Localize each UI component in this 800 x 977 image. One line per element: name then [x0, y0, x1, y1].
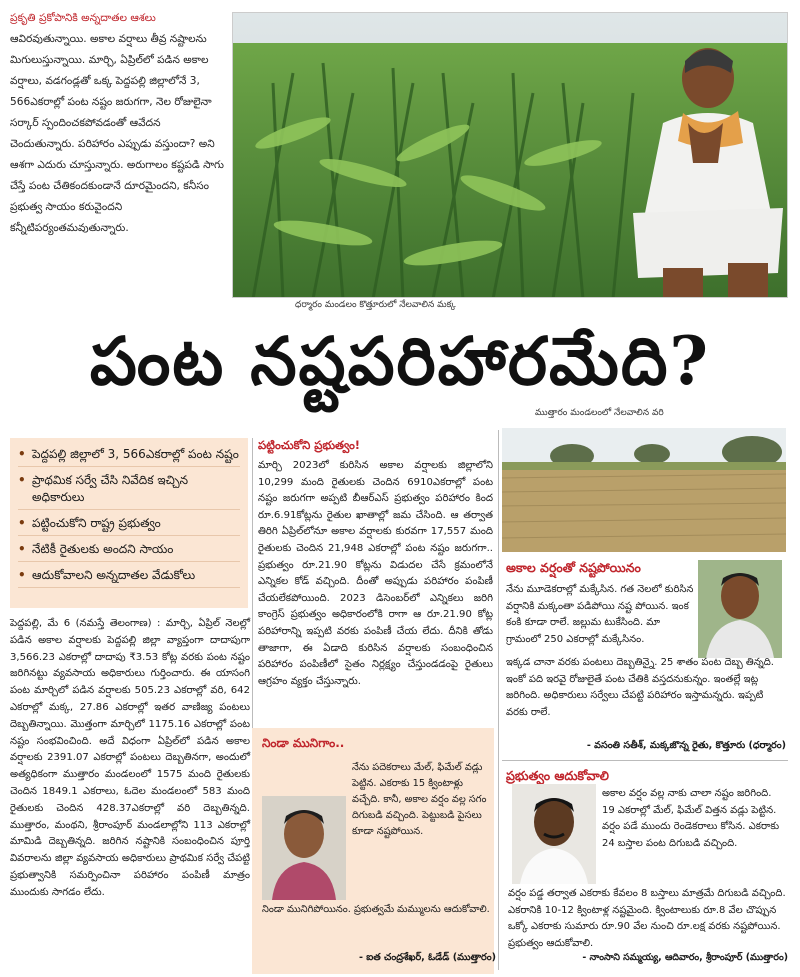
- highlight-item: • ప్రాథమిక సర్వే చేసి నివేదిక ఇచ్చిన అధికారులు: [18, 472, 240, 510]
- quote-text-cont: నిండా మునిగిపోయినం. ప్రభుత్వమే మమ్ములను ఆదుకోవాలి.: [262, 904, 490, 915]
- intro-paragraph: [8, 8, 226, 308]
- article-body-column-1: పెద్దపల్లి, మే 6 (నమస్తే తెలంగాణ) : మార్చి, ఏప్రిల్ నెలల్లో పడిన అకాల వర్షాలకు పెద్దపల్లి జిల్లా వ్యాప్తంగా దాదాపుగా 3,566.23 ఎకరాల్లో దాదాపు ₹3.53 కోట్ల వరకు పంట నష్టం జరిగినట్టు వ్యవసాయ అధికారులు గుర్తించారు. ఈ యాసంగి పంట మార్చిలో పడిన వర్షాలకు 505.23 ఎకరాల్లో వరి, 642 ఎకరాల్లో మక్క, 27.86 ఎకరాల్లో ఇతర వాణిజ్య పంటలు దెబ్బతిన్నాయి. మొత్తంగా మార్చిలో 1175.16 ఎకరాల్లో పంట నష్టం సంభవించింది. అదే విధంగా ఏప్రిల్‌లో పడిన అకాల వర్షాలకు 2391.07 ఎకరాల్లో పంటలు దెబ్బతినగా, అందులో అత్యధికంగా ముత్తారం మండలంలో 1575 మంది రైతులకు చెందిన 1849.1 ఎకరాలు, ఓదెల మండలంలో 583 మంది రైతులకు చెందిన 428.37ఎకరాల్లో వరి దెబ్బతిన్నది. ముత్తారం, మంథని, శ్రీరాంపూర్ మండలాల్లోని 113 ఎకరాల్లో మామిడి దెబ్బతిన్నది. జరిగిన నష్టానికి సంబంధించిన పూర్తి వివరాలను జిల్లా వ్యవసాయ అధికారులు ప్రాథమిక సర్వే చేపట్టి ప్రభుత్వానికి సమర్పించినా పరిహారం పంపిణీ మాత్రం ముందుకు సాగడం లేదు.: [10, 618, 250, 898]
- highlights-list: [18, 446, 240, 588]
- column-divider: [252, 438, 253, 728]
- highlights-box: [10, 438, 248, 608]
- section-text-cont: వర్షం పడ్డ తర్వాత ఎకరాకు కేవలం 8 బస్తాలు మాత్రమే దిగుబడి వచ్చింది. ఎకరానికి 10-12 క్వింటాళ్ల నష్టమైంది. క్వింటాలుకు రూ.8 వేల చొప్పున ఒక్కో ఎకరాకు సుమారు రూ.90 వేల నుంచి రూ.లక్ష వరకు నష్టపోయిన. ప్రభుత్వం ఆదుకోవాలి.: [508, 888, 786, 949]
- section-heading-loss: అకాల వర్షంతో నష్టపోయినం: [506, 560, 641, 575]
- portrait-satish: [698, 560, 782, 658]
- highlight-item: • పట్టించుకోని రాష్ట్ర ప్రభుత్వం: [18, 515, 240, 536]
- portrait-chandrashekar: [262, 796, 346, 900]
- portrait-illustration: [698, 560, 782, 658]
- highlight-item: • నేటికీ రైతులకు అందని సాయం: [18, 541, 240, 562]
- section-signature: - నాంసాని సమ్మయ్య, ఆదివారం, శ్రీరాంపూర్ (ముత్తారం): [582, 952, 788, 963]
- portrait-sammayya: [512, 784, 596, 884]
- column-divider: [498, 430, 499, 970]
- section-heading-help: ప్రభుత్వం ఆదుకోవాలి: [506, 768, 609, 783]
- article-body-column-2: మార్చి 2023లో కురిసిన అకాల వర్షాలకు జిల్లాలోని 10,299 మంది రైతులకు చెందిన 6910ఎకరాల్లో పంట నష్టం జరుగగా అప్పటి బీఆర్‌ఎస్ ప్రభుత్వం పరిహారం కింద రూ.6.91కోట్లను రైతుల ఖాతాల్లో జమ చేసింది. ఆ తర్వాత తిరిగి ఏప్రిల్‌లోనూ అకాల వర్షాలకు కురవగా 17,557 మంది రైతులకు చెందిన 21,948 ఎకరాల్లో పంట నష్టం జరుగగా.. ప్రభుత్వం రూ.21.90 కోట్లను విడుదల చేసే క్రమంలోనే ఎన్నికల కోడ్ వచ్చింది. దీంతో అప్పుడు పరిహారం పంపిణీ చేయలేకపోయింది. 2023 డిసెంబర్‌లో ఎన్నికలు జరిగి కాంగ్రెస్ ప్రభుత్వం అధికారంలోకి రాగా ఆ రూ.21.90 కోట్ల పరిహారాన్ని ఇప్పటి వరకు పంపిణీ చేయ లేదు. దీనికి తోడు తాజాగా, ఈ ఏడాది కురిసిన వర్షాలకు సంబంధించిన పరిహారం పంపిణీలో సైతం నిర్లక్ష్యం చేస్తుండడంపై రైతులు ఆగ్రహం వ్యక్తం చేస్తున్నారు.: [258, 460, 493, 687]
- section-heading-govt: పట్టించుకోని ప్రభుత్వం!: [258, 438, 361, 452]
- section-signature: - వసంతి సతీశ్, మక్కజొన్న రైతు, కొత్తూరు (ధర్మారం): [586, 740, 786, 751]
- intro-text: ఆవిరవుతున్నాయి. అకాల వర్షాలు తీవ్ర నష్టాలను మిగులుస్తున్నాయి. మార్చి, ఏప్రిల్‌లో పడిన అకాల వర్షాలు, వడగండ్లతో ఒక్క పెద్దపల్లి జిల్లాలోనే 3, 566ఎకరాల్లో పంట నష్టం జరుగగా, నెల రోజులైనా సర్కార్ స్పందించకపోవడంతో ఆవేదన చెందుతున్నారు. పరిహారం ఎప్పుడు వస్తుందా? అని ఆశగా ఎదురు చూస్తున్నారు. అరుగాలం కష్టపడి సాగు చేస్తే పంట చేతికందకుండానే దూరమైందని, కనీసం ప్రభుత్వ సాయం కరువైందని కన్నీటిపర్యంతమవుతున్నారు.: [10, 33, 224, 234]
- portrait-illustration: [512, 784, 596, 884]
- quote-text: నేను పదెకరాలు మేల్, ఫిమేల్ వడ్లు పెట్టిన. ఎకరాకు 15 క్వింటాళ్లు వచ్చేది. కానీ, అకాల వర్షం వల్ల సగం దిగుబడి వచ్చింది. పెట్టుబడి పైసలు కూడా నష్టపోయిన.: [352, 762, 487, 837]
- maize-field-illustration: [233, 13, 788, 298]
- headline: పంట నష్టపరిహారమేది?: [89, 322, 711, 400]
- section-text: నేను మూడెకరాల్లో మక్కేసిన. గత నెలలో కురిసిన వర్షానికి మక్కంతా పడిపోయి నష్ట పోయిన. ఇంక కంకి కూడా రాలే. జల్లుమ టుకేసింది. మా గ్రామంలో 250 ఎకరాల్లో మక్కేసినం.: [506, 584, 694, 645]
- section-text: అకాల వర్షం వల్ల నాకు చాలా నష్టం జరిగింది. 19 ఎకరాల్లో మేల్, ఫిమేల్ విత్తన వడ్లు పెట్టిన. వర్షం పడే ముందు రెండెకరాలు కోసిన. ఎకరాకు 24 బస్తాల పంట దిగుబడి వచ్చింది.: [602, 788, 780, 849]
- photo-caption: ధర్మారం మండలం కొత్తూరులో నేలవాలిన మక్క: [295, 300, 456, 310]
- main-photo-farmer-maize: [232, 12, 788, 298]
- section-divider: [502, 760, 788, 761]
- portrait-illustration: [262, 796, 346, 900]
- paddy-field-photo: [502, 428, 786, 552]
- highlight-item: • పెద్దపల్లి జిల్లాలో 3, 566ఎకరాల్లో పంట నష్టం: [18, 446, 240, 467]
- paddy-field-illustration: [502, 428, 786, 552]
- quote-box-title: నిండా మునిగాం..: [262, 736, 345, 750]
- intro-lead: ప్రకృతి ప్రకోపానికి అన్నదాతల ఆశలు: [10, 12, 156, 24]
- paddy-photo-caption: ముత్తారం మండలంలో నేలవాలిన వరి: [535, 408, 664, 418]
- highlight-item: • ఆదుకోవాలని అన్నదాతల వేడుకోలు: [18, 567, 240, 588]
- section-text-cont: ఇక్కడ చానా వరకు పంటలు దెబ్బతిన్నై. 25 శాతం పంట దెబ్బ తిన్నది. ఇంకో పది ఇరవై రోజులైతే పంట చేతికి వస్తదనుకున్నం. ఇంతల్లే ఇట్ల జరిగింది. అధికారులు సర్వేలు చేపట్టి పరిహారం ఇస్తామన్నరు. ఇప్పటి వరకు రాలే.: [506, 657, 774, 718]
- quote-signature: - ఐత చంద్రశేఖర్, ఓడేడ్ (ముత్తారం): [358, 952, 496, 963]
